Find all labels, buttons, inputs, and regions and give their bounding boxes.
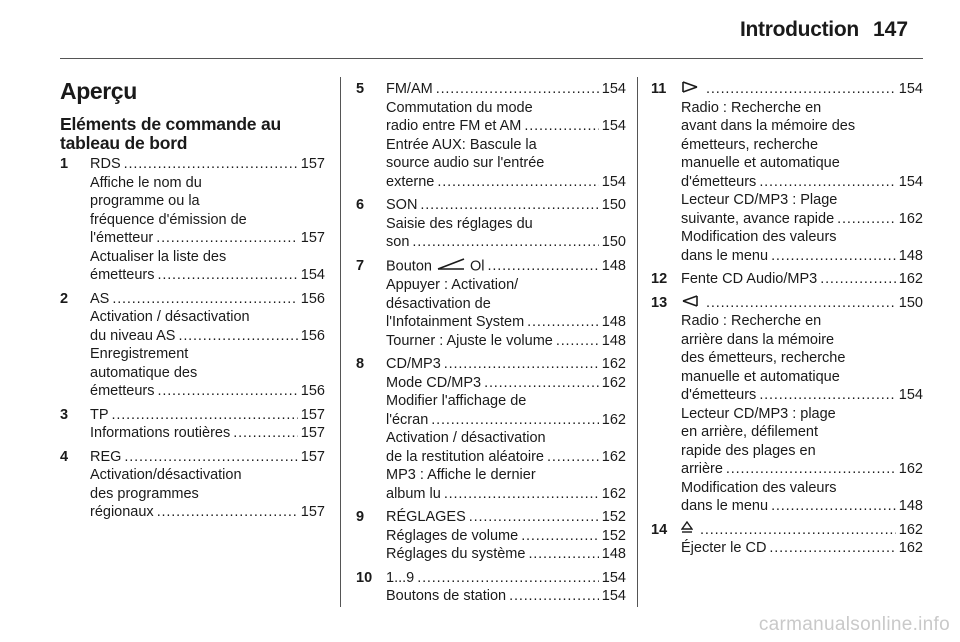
entry-line — [90, 345, 325, 364]
page-reference: 148 — [601, 257, 626, 274]
entry-text: Réglages du système — [386, 546, 526, 562]
page-reference: 156 — [300, 383, 325, 399]
entry-line — [90, 448, 325, 467]
dot-leader — [156, 229, 298, 248]
entry-text: FM/AM — [386, 81, 433, 97]
entry-text: Activation / désactivation — [90, 309, 250, 325]
entry-text: suivante, avance rapide — [681, 210, 835, 227]
entry-line — [90, 308, 325, 327]
entry-line — [90, 424, 325, 443]
entry-text: externe — [386, 173, 435, 190]
entry-text: 1...9 — [386, 569, 415, 586]
entry-line — [681, 479, 923, 498]
entry-number: 14 — [651, 521, 668, 538]
entry-line — [386, 466, 626, 485]
dot-leader — [521, 527, 599, 546]
entry-line — [386, 508, 626, 527]
page-reference: 162 — [601, 448, 626, 465]
entry-text: d'émetteurs — [681, 173, 757, 190]
entry-line — [90, 266, 325, 285]
entry-line — [386, 117, 626, 136]
entry-line — [681, 228, 923, 247]
entry-label: Bouton — [386, 258, 432, 275]
header-page-number: 147 — [873, 18, 909, 41]
entry-line — [681, 521, 923, 540]
entry-text: Commutation du mode — [386, 99, 533, 116]
dot-leader — [431, 411, 599, 430]
entry-list — [356, 80, 626, 606]
entry-line — [681, 136, 923, 155]
entry-text: Réglages de volume — [386, 527, 519, 544]
entry-line — [681, 460, 923, 479]
dot-leader — [444, 355, 599, 374]
entry-line — [681, 191, 923, 210]
entry-text: l'écran — [386, 411, 429, 428]
column-divider — [340, 77, 341, 607]
entry-text — [681, 80, 703, 99]
entry-line — [386, 136, 626, 155]
entry-line — [90, 248, 325, 267]
entry-text: Appuyer : Activation/ — [386, 277, 519, 293]
subsection-title — [60, 115, 325, 153]
entry-text: TP — [90, 406, 109, 423]
index-entry — [356, 508, 626, 564]
entry-text: Fente CD Audio/MP3 — [681, 271, 818, 288]
entry-text: Activation/désactivation — [90, 467, 242, 483]
entry-text: avant dans la mémoire des — [681, 118, 856, 135]
entry-text: d'émetteurs — [681, 387, 757, 404]
page-header — [0, 0, 960, 60]
entry-text: émetteurs — [90, 383, 155, 399]
entry-line — [386, 429, 626, 448]
entry-text — [681, 521, 697, 540]
entry-line — [386, 587, 626, 606]
entry-line — [90, 155, 325, 174]
entry-line — [386, 313, 626, 332]
entry-number: 5 — [356, 81, 365, 97]
seek-forward-icon — [681, 80, 699, 99]
index-entry — [356, 355, 626, 503]
entry-line — [90, 364, 325, 383]
entry-line — [681, 423, 923, 442]
entry-text: radio entre FM et AM — [386, 118, 522, 134]
page-reference: 154 — [898, 81, 923, 97]
page-reference: 154 — [898, 173, 923, 190]
entry-line — [90, 382, 325, 401]
dot-leader — [157, 266, 297, 285]
dot-leader — [420, 196, 598, 215]
entry-text: l'émetteur — [90, 230, 154, 246]
entry-line — [386, 257, 626, 277]
entry-line — [386, 80, 626, 99]
page-reference: 162 — [601, 356, 626, 372]
dot-leader — [444, 485, 599, 504]
index-entry — [651, 270, 923, 289]
entry-text: source audio sur l'entrée — [386, 155, 545, 171]
entry-line — [681, 331, 923, 350]
dot-leader — [820, 270, 896, 289]
page-reference: 162 — [601, 485, 626, 502]
dot-leader — [157, 382, 297, 401]
entry-line — [386, 374, 626, 393]
page-reference: 162 — [898, 271, 923, 288]
entry-number: 10 — [356, 569, 373, 586]
dot-leader — [484, 374, 599, 393]
entry-text: Radio : Recherche en — [681, 313, 822, 330]
index-entry — [60, 155, 325, 285]
dot-leader — [437, 173, 598, 192]
entry-line — [386, 276, 626, 295]
entry-number: 1 — [60, 156, 69, 172]
entry-number: 8 — [356, 356, 365, 372]
entry-text: Actualiser la liste des — [90, 248, 227, 265]
section-title: Aperçu — [60, 78, 137, 104]
dot-leader — [124, 448, 297, 467]
subsection-title-line: tableau de bord — [60, 133, 188, 153]
entry-line — [681, 386, 923, 405]
entry-line — [90, 192, 325, 211]
dot-leader — [771, 497, 896, 516]
column-1 — [60, 78, 325, 527]
page-reference: 157 — [300, 504, 325, 520]
entry-text: Affiche le nom du — [90, 174, 202, 191]
entry-line — [681, 99, 923, 118]
index-entry — [60, 406, 325, 443]
entry-line — [681, 294, 923, 313]
entry-text: Tourner : Ajuste le volume — [386, 332, 553, 349]
dot-leader — [759, 173, 895, 192]
entry-text: SON — [386, 197, 418, 213]
column-2 — [356, 80, 626, 611]
entry-text: son — [386, 234, 410, 250]
index-entry — [356, 80, 626, 191]
entry-line — [681, 247, 923, 266]
entry-text: album lu — [386, 485, 441, 502]
entry-number: 12 — [651, 271, 668, 288]
entry-line — [386, 196, 626, 215]
index-entry — [356, 196, 626, 252]
entry-line — [681, 497, 923, 516]
page-reference: 148 — [898, 498, 923, 515]
index-entry — [356, 569, 626, 606]
entry-text: Lecteur CD/MP3 : plage — [681, 405, 836, 422]
entry-text: Enregistrement — [90, 346, 189, 362]
entry-line — [90, 211, 325, 230]
entry-line — [90, 406, 325, 425]
dot-leader — [178, 327, 297, 346]
watermark: carmanualsonline.info — [758, 614, 950, 635]
entry-text: fréquence d'émission de — [90, 211, 247, 228]
entry-number: 4 — [60, 448, 69, 465]
seek-backward-icon — [681, 294, 699, 313]
entry-text: régionaux — [90, 504, 154, 520]
page-reference: 154 — [601, 588, 626, 604]
dot-leader — [509, 587, 599, 606]
entry-text: arrière dans la mémoire — [681, 331, 835, 348]
dot-leader — [706, 80, 896, 99]
page-reference: 162 — [601, 374, 626, 391]
page-reference: 152 — [601, 509, 626, 525]
entry-text: automatique des — [90, 364, 198, 381]
dot-leader — [157, 503, 298, 522]
entry-list — [60, 155, 325, 522]
dot-leader — [547, 448, 599, 467]
entry-number: 11 — [651, 81, 667, 97]
page-reference: 154 — [601, 569, 626, 586]
entry-line — [90, 290, 325, 309]
entry-text: Entrée AUX: Bascule la — [386, 136, 537, 153]
header-rule — [60, 58, 923, 59]
entry-text: du niveau AS — [90, 327, 176, 344]
entry-text: Modification des valeurs — [681, 479, 837, 496]
entry-number: 13 — [651, 294, 668, 311]
entry-text: AS — [90, 290, 110, 307]
index-entry — [651, 521, 923, 558]
entry-line — [90, 466, 325, 485]
entry-line — [681, 270, 923, 289]
entry-text: Informations routières — [90, 425, 231, 441]
dot-leader — [112, 406, 298, 425]
entry-line — [386, 392, 626, 411]
page-reference: 152 — [601, 527, 626, 544]
page-reference: 156 — [300, 327, 325, 344]
entry-text: MP3 : Affiche le dernier — [386, 467, 536, 483]
index-entry — [60, 290, 325, 401]
entry-line — [681, 368, 923, 387]
page-reference: 154 — [898, 387, 923, 404]
entry-line — [681, 117, 923, 136]
page-reference: 157 — [300, 230, 325, 246]
entry-text: manuelle et automatique — [681, 155, 840, 172]
entry-text: manuelle et automatique — [681, 368, 840, 385]
entry-line — [90, 327, 325, 346]
entry-line — [90, 174, 325, 193]
entry-number: 3 — [60, 406, 69, 423]
entry-list — [651, 80, 923, 558]
page-reference: 154 — [601, 118, 626, 134]
page-reference: 154 — [601, 173, 626, 190]
entry-text: Lecteur CD/MP3 : Plage — [681, 192, 838, 209]
dot-leader — [488, 257, 599, 277]
dot-leader — [706, 294, 896, 313]
eject-icon — [681, 521, 693, 540]
index-entry — [60, 448, 325, 522]
entry-line — [386, 448, 626, 467]
entry-text: Modification des valeurs — [681, 229, 837, 246]
dot-leader — [700, 521, 896, 540]
entry-line — [386, 332, 626, 351]
entry-line — [681, 154, 923, 173]
page-reference: 150 — [601, 234, 626, 250]
column-divider — [637, 77, 638, 607]
entry-line — [681, 210, 923, 229]
entry-text: Modifier l'affichage de — [386, 393, 527, 409]
subsection-title-line: Eléments de commande au — [60, 114, 282, 134]
entry-number: 7 — [356, 257, 365, 274]
entry-text: dans le menu — [681, 498, 769, 515]
page-reference: 154 — [601, 81, 626, 97]
entry-line — [386, 485, 626, 504]
page-reference: 162 — [898, 540, 923, 557]
dot-leader — [527, 313, 599, 332]
page-reference: 157 — [300, 448, 325, 465]
entry-text: Saisie des réglages du — [386, 215, 533, 232]
entry-text: Éjecter le CD — [681, 540, 767, 557]
page-reference: 148 — [898, 247, 923, 264]
dot-leader — [124, 155, 298, 174]
entry-text: dans le menu — [681, 247, 769, 264]
entry-line — [386, 215, 626, 234]
dot-leader — [769, 539, 895, 558]
entry-line — [90, 485, 325, 504]
dot-leader — [524, 117, 598, 136]
entry-line — [386, 99, 626, 118]
entry-text — [386, 257, 485, 277]
index-entry — [651, 294, 923, 516]
entry-text: arrière — [681, 461, 723, 478]
entry-text — [681, 294, 703, 313]
dot-leader — [417, 569, 599, 588]
dot-leader — [771, 247, 896, 266]
dot-leader — [436, 80, 599, 99]
dot-leader — [759, 386, 895, 405]
entry-text: de la restitution aléatoire — [386, 448, 544, 465]
dot-leader — [556, 332, 599, 351]
entry-line — [681, 173, 923, 192]
entry-line — [386, 355, 626, 374]
entry-text: Mode CD/MP3 — [386, 374, 482, 391]
entry-line — [386, 154, 626, 173]
volume-power-icon — [436, 257, 466, 277]
dot-leader — [112, 290, 297, 309]
dot-leader — [528, 545, 598, 564]
dot-leader — [412, 233, 598, 252]
entry-text: Activation / désactivation — [386, 430, 546, 446]
page-reference: 150 — [898, 294, 923, 311]
header-title: Introduction — [740, 18, 859, 41]
entry-line — [681, 539, 923, 558]
page-reference: 148 — [601, 314, 626, 330]
index-entry — [651, 80, 923, 265]
entry-line — [681, 80, 923, 99]
entry-number: 2 — [60, 290, 69, 307]
dot-leader — [726, 460, 896, 479]
dot-leader — [837, 210, 896, 229]
entry-text: des programmes — [90, 485, 199, 502]
entry-line — [681, 442, 923, 461]
entry-line — [681, 349, 923, 368]
entry-line — [386, 233, 626, 252]
page-reference: 148 — [601, 332, 626, 349]
dot-leader — [469, 508, 599, 527]
entry-text: des émetteurs, recherche — [681, 350, 846, 367]
entry-text: programme ou la — [90, 193, 200, 209]
entry-line — [386, 295, 626, 314]
entry-line — [386, 545, 626, 564]
entry-text: Radio : Recherche en — [681, 99, 822, 116]
entry-text: RÉGLAGES — [386, 509, 466, 525]
entry-line — [681, 405, 923, 424]
entry-line — [386, 411, 626, 430]
entry-text: en arrière, défilement — [681, 424, 819, 441]
page-reference: 157 — [300, 406, 325, 423]
page-reference: 148 — [601, 546, 626, 562]
page-reference: 156 — [300, 290, 325, 307]
page-reference: 162 — [601, 411, 626, 428]
entry-line — [386, 173, 626, 192]
page-reference: 162 — [898, 461, 923, 478]
entry-line — [90, 229, 325, 248]
entry-number: 9 — [356, 509, 365, 525]
entry-text: RDS — [90, 156, 121, 172]
page-reference: 150 — [601, 197, 626, 213]
page-reference: 157 — [300, 425, 325, 441]
entry-line — [386, 569, 626, 588]
page-reference: 157 — [300, 156, 325, 172]
page-reference: 162 — [898, 521, 923, 538]
dot-leader — [233, 424, 298, 443]
entry-line — [386, 527, 626, 546]
entry-text: l'Infotainment System — [386, 314, 525, 330]
column-3 — [651, 80, 923, 563]
entry-text: Boutons de station — [386, 588, 507, 604]
entry-text: CD/MP3 — [386, 356, 441, 372]
entry-line — [681, 312, 923, 331]
entry-text: REG — [90, 448, 122, 465]
entry-label-suffix: Ol — [470, 258, 485, 275]
entry-line — [90, 503, 325, 522]
index-entry — [356, 257, 626, 351]
entry-text: désactivation de — [386, 295, 491, 312]
page-reference: 162 — [898, 210, 923, 227]
entry-number: 6 — [356, 197, 365, 213]
entry-text: rapide des plages en — [681, 442, 816, 459]
page-reference: 154 — [300, 267, 325, 283]
entry-text: émetteurs — [90, 267, 155, 283]
entry-text: émetteurs, recherche — [681, 136, 819, 153]
